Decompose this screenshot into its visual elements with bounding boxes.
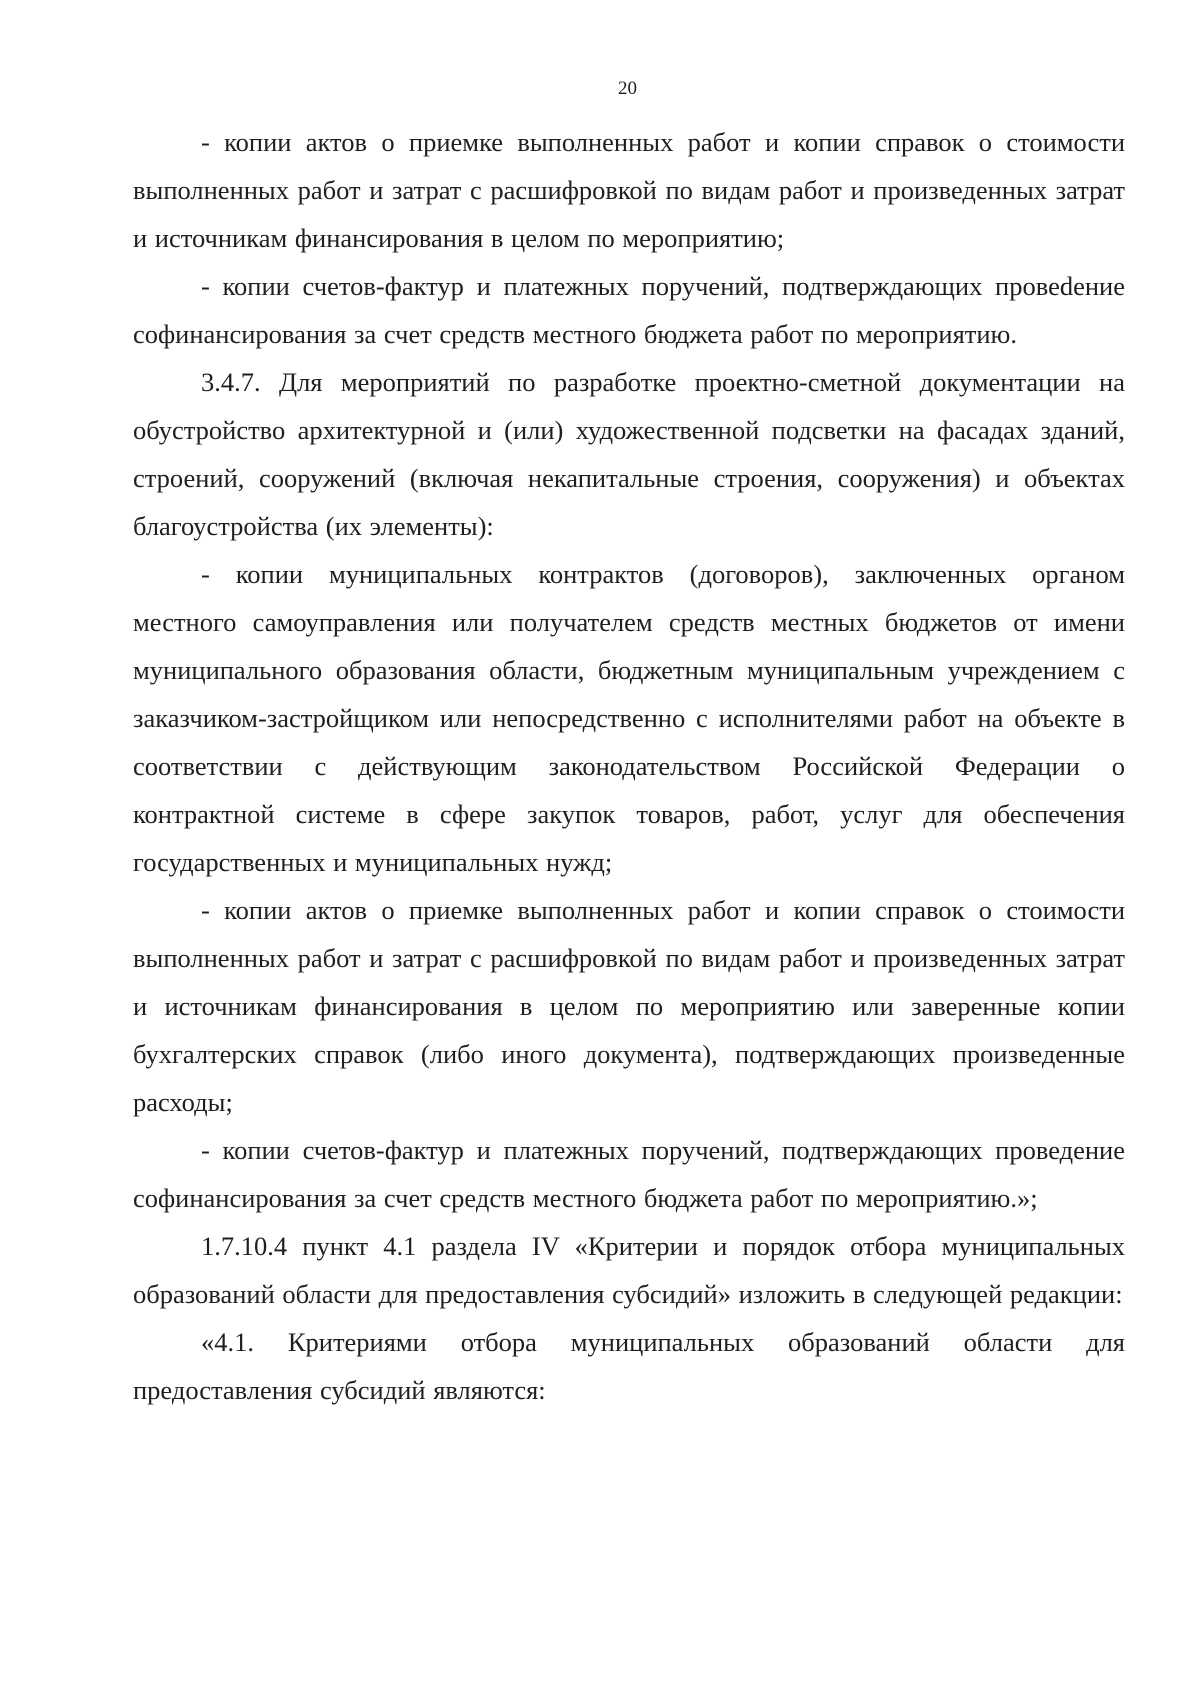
page-number: 20: [618, 78, 637, 99]
paragraph-4-1: «4.1. Критериями отбора муниципальных образований области для предоставления субсидий являются:: [133, 1327, 1125, 1405]
paragraph-acts-copies: - копии актов о приемке выполненных работ и копии справок о стоимости выполненных работ и затрат с расшифровкой по видам работ и произведенных затрат и источникам финансирования в целом по мероприятию;: [133, 127, 1125, 253]
paragraph-acts-copies-2: - копии актов о приемке выполненных работ и копии справок о стоимости выполненных работ и затрат с расшифровкой по видам работ и произведенных затрат и источникам финансирования в целом по мероприятию или заверенные копии бухгалтерских справок (либо иного документа), подтверждающих произведенные расходы;: [133, 895, 1125, 1117]
paragraph-invoices-copies: - копии счетов-фактур и платежных поручений, подтверждающих провеdение софинансирования за счет средств местного бюджета работ по мероприятию.: [133, 271, 1125, 349]
paragraph-1-7-10-4: 1.7.10.4 пункт 4.1 раздела IV «Критерии и порядок отбора муниципальных образований области для предоставления субсидий» изложить в следующей редакции:: [133, 1231, 1125, 1309]
paragraph-invoices-copies-2: - копии счетов-фактур и платежных поручений, подтверждающих проведение софинансирования за счет средств местного бюджета работ по мероприятию.»;: [133, 1135, 1125, 1213]
paragraph-contracts-copies: - копии муниципальных контрактов (договоров), заключенных органом местного самоуправления или получателем средств местных бюджетов от имени муниципального образования области, бюджетным муниципальным учреждением с заказчиком-застройщиком или непосредственно с исполнителями работ на объекте в соответствии с действующим законодательством Российской Федерации о контрактной системе в сфере закупок товаров, работ, услуг для обеспечения государственных и муниципальных нужд;: [133, 559, 1125, 877]
document-body: [133, 118, 1125, 1414]
paragraph-3-4-7: 3.4.7. Для мероприятий по разработке проектно-сметной документации на обустройство архитектурной и (или) художественной подсветки на фасадах зданий, строений, сооружений (включая некапитальные строения, сооружения) и объектах благоустройства (их элементы):: [133, 367, 1125, 541]
